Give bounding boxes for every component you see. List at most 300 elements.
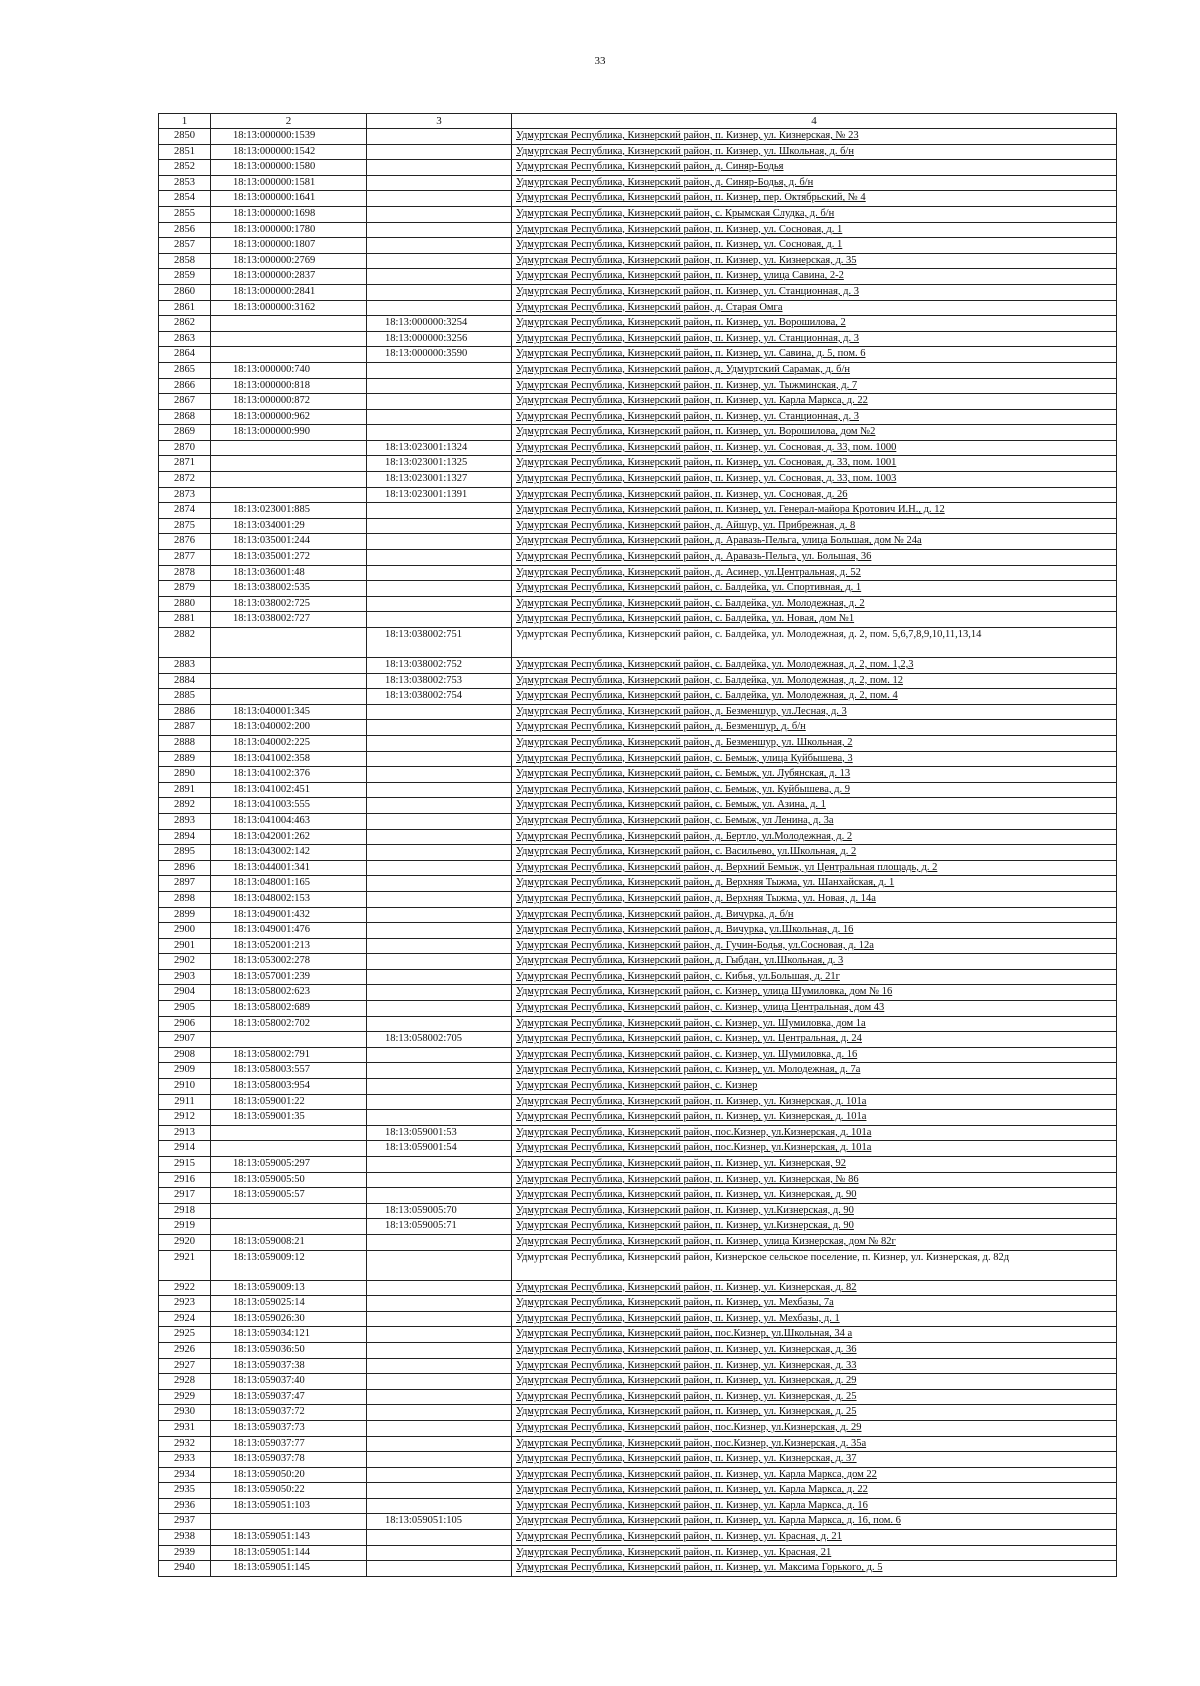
cadastral-number-cell: 18:13:000000:2841 [211,284,367,300]
cadastral-number-cell: 18:13:036001:48 [211,565,367,581]
building-cadastral-number-cell [367,907,512,923]
cadastral-number-cell [211,456,367,472]
cadastral-number-cell: 18:13:049001:476 [211,923,367,939]
table-row [159,1001,1117,1017]
address-cell: Удмуртская Республика, Кизнерский район, п. Кизнер, ул. Кизнерская, д. 36 [512,1342,1117,1358]
building-cadastral-number-cell: 18:13:038002:751 [367,628,512,658]
table-row [159,425,1117,441]
row-number-cell: 2923 [159,1296,211,1312]
row-number-cell: 2850 [159,129,211,145]
table-row [159,472,1117,488]
building-cadastral-number-cell: 18:13:023001:1327 [367,472,512,488]
cadastral-number-cell: 18:13:000000:1581 [211,175,367,191]
row-number-cell: 2889 [159,751,211,767]
building-cadastral-number-cell [367,1047,512,1063]
table-row [159,1327,1117,1343]
building-cadastral-number-cell [367,1420,512,1436]
row-number-cell: 2933 [159,1452,211,1468]
address-cell: Удмуртская Республика, Кизнерский район, пос.Кизнер, ул.Кизнерская, д. 29 [512,1420,1117,1436]
cadastral-number-cell: 18:13:058002:689 [211,1001,367,1017]
row-number-cell: 2917 [159,1188,211,1204]
table-row [159,1296,1117,1312]
building-cadastral-number-cell [367,238,512,254]
building-cadastral-number-cell [367,954,512,970]
building-cadastral-number-cell [367,923,512,939]
building-cadastral-number-cell [367,985,512,1001]
cadastral-number-cell: 18:13:000000:872 [211,394,367,410]
row-number-cell: 2911 [159,1094,211,1110]
address-cell: Удмуртская Республика, Кизнерский район, с. Кизнер, улица Шумиловка, дом № 16 [512,985,1117,1001]
address-cell: Удмуртская Республика, Кизнерский район, д. Удмуртский Сарамак, д. б/н [512,362,1117,378]
cadastral-number-cell: 18:13:000000:1807 [211,238,367,254]
building-cadastral-number-cell [367,534,512,550]
address-cell: Удмуртская Республика, Кизнерский район, п. Кизнер, ул. Кизнерская, 92 [512,1157,1117,1173]
row-number-cell: 2864 [159,347,211,363]
cadastral-number-cell [211,487,367,503]
building-cadastral-number-cell [367,1498,512,1514]
address-cell: Удмуртская Республика, Кизнерский район, с. Кибья, ул.Большая, д. 21г [512,969,1117,985]
table-row [159,238,1117,254]
cadastral-number-cell: 18:13:059001:22 [211,1094,367,1110]
row-number-cell: 2855 [159,206,211,222]
building-cadastral-number-cell [367,1389,512,1405]
table-row [159,440,1117,456]
cadastral-number-cell: 18:13:059009:12 [211,1250,367,1280]
building-cadastral-number-cell: 18:13:059005:71 [367,1219,512,1235]
cadastral-number-cell: 18:13:059001:35 [211,1110,367,1126]
cadastral-number-cell: 18:13:000000:2769 [211,253,367,269]
table-row [159,1079,1117,1095]
row-number-cell: 2876 [159,534,211,550]
address-cell: Удмуртская Республика, Кизнерский район, д. Верхняя Тыжма, ул. Шанхайская, д. 1 [512,876,1117,892]
cadastral-number-cell: 18:13:035001:244 [211,534,367,550]
row-number-cell: 2851 [159,144,211,160]
row-number-cell: 2937 [159,1514,211,1530]
building-cadastral-number-cell [367,1172,512,1188]
row-number-cell: 2924 [159,1311,211,1327]
table-row [159,518,1117,534]
row-number-cell: 2902 [159,954,211,970]
cadastral-number-cell: 18:13:059036:50 [211,1342,367,1358]
cadastral-number-cell [211,347,367,363]
cadastral-number-cell: 18:13:059050:22 [211,1483,367,1499]
row-number-cell: 2879 [159,581,211,597]
building-cadastral-number-cell [367,1530,512,1546]
cadastral-number-cell: 18:13:059005:57 [211,1188,367,1204]
row-number-cell: 2857 [159,238,211,254]
cadastral-number-cell: 18:13:034001:29 [211,518,367,534]
table-row [159,845,1117,861]
row-number-cell: 2916 [159,1172,211,1188]
building-cadastral-number-cell: 18:13:000000:3254 [367,316,512,332]
address-cell: Удмуртская Республика, Кизнерский район, п. Кизнер, ул. Сосновая, д. 26 [512,487,1117,503]
cadastral-number-cell [211,472,367,488]
address-cell: Удмуртская Республика, Кизнерский район, с. Бемыж, ул Ленина, д. 3а [512,813,1117,829]
building-cadastral-number-cell [367,1405,512,1421]
building-cadastral-number-cell [367,1545,512,1561]
cadastral-number-cell: 18:13:038002:535 [211,581,367,597]
table-row [159,331,1117,347]
table-row [159,1436,1117,1452]
property-register-table [158,113,1117,1577]
building-cadastral-number-cell [367,596,512,612]
row-number-cell: 2853 [159,175,211,191]
table-row [159,704,1117,720]
table-row [159,1234,1117,1250]
cadastral-number-cell: 18:13:059005:50 [211,1172,367,1188]
address-cell: Удмуртская Республика, Кизнерский район, д. Верхняя Тыжма, ул. Новая, д. 14а [512,891,1117,907]
cadastral-number-cell: 18:13:059009:13 [211,1280,367,1296]
building-cadastral-number-cell [367,269,512,285]
building-cadastral-number-cell [367,425,512,441]
cadastral-number-cell: 18:13:038002:727 [211,612,367,628]
table-row [159,409,1117,425]
row-number-cell: 2862 [159,316,211,332]
cadastral-number-cell: 18:13:000000:3162 [211,300,367,316]
address-cell: Удмуртская Республика, Кизнерский район, д. Асинер, ул.Центральная, д. 52 [512,565,1117,581]
row-number-cell: 2919 [159,1219,211,1235]
row-number-cell: 2865 [159,362,211,378]
table-row [159,969,1117,985]
address-cell: Удмуртская Республика, Кизнерский район, п. Кизнер, ул.Кизнерская, д. 90 [512,1203,1117,1219]
address-cell: Удмуртская Республика, Кизнерский район, д. Верхний Бемыж, ул Центральная площадь, д. 2 [512,860,1117,876]
cadastral-number-cell: 18:13:059051:143 [211,1530,367,1546]
building-cadastral-number-cell [367,845,512,861]
table-row [159,891,1117,907]
building-cadastral-number-cell [367,144,512,160]
building-cadastral-number-cell [367,1342,512,1358]
building-cadastral-number-cell [367,1452,512,1468]
building-cadastral-number-cell: 18:13:023001:1325 [367,456,512,472]
building-cadastral-number-cell [367,1280,512,1296]
address-cell: Удмуртская Республика, Кизнерский район, п. Кизнер, ул. Сосновая, д. 1 [512,238,1117,254]
row-number-cell: 2884 [159,673,211,689]
row-number-cell: 2895 [159,845,211,861]
address-cell: Удмуртская Республика, Кизнерский район, п. Кизнер, ул. Карла Маркса, д. 22 [512,394,1117,410]
row-number-cell: 2914 [159,1141,211,1157]
cadastral-number-cell: 18:13:059051:144 [211,1545,367,1561]
row-number-cell: 2861 [159,300,211,316]
row-number-cell: 2900 [159,923,211,939]
table-row [159,347,1117,363]
row-number-cell: 2892 [159,798,211,814]
address-cell: Удмуртская Республика, Кизнерский район, п. Кизнер, улица Савина, 2-2 [512,269,1117,285]
row-number-cell: 2885 [159,689,211,705]
table-row [159,175,1117,191]
row-number-cell: 2878 [159,565,211,581]
address-cell: Удмуртская Республика, Кизнерский район, с. Бемыж, улица Куйбышева, 3 [512,751,1117,767]
building-cadastral-number-cell: 18:13:059005:70 [367,1203,512,1219]
building-cadastral-number-cell [367,1296,512,1312]
address-cell: Удмуртская Республика, Кизнерский район, п. Кизнер, улица Кизнерская, дом № 82г [512,1234,1117,1250]
address-cell: Удмуртская Республика, Кизнерский район, с. Бемыж, ул. Куйбышева, д. 9 [512,782,1117,798]
cadastral-number-cell: 18:13:058003:557 [211,1063,367,1079]
address-cell: Удмуртская Республика, Кизнерский район, п. Кизнер, ул. Ворошилова, 2 [512,316,1117,332]
address-cell: Удмуртская Республика, Кизнерский район, п. Кизнер, ул. Сосновая, д. 33, пом. 1003 [512,472,1117,488]
address-cell: Удмуртская Республика, Кизнерский район, с. Балдейка, ул. Молодежная, д. 2, пом. 12 [512,673,1117,689]
table-row [159,1125,1117,1141]
page-number: 33 [594,55,606,67]
row-number-cell: 2909 [159,1063,211,1079]
table-row [159,1203,1117,1219]
cadastral-number-cell: 18:13:059037:40 [211,1374,367,1390]
building-cadastral-number-cell [367,503,512,519]
cadastral-number-cell: 18:13:000000:1539 [211,129,367,145]
building-cadastral-number-cell [367,378,512,394]
building-cadastral-number-cell: 18:13:023001:1324 [367,440,512,456]
building-cadastral-number-cell [367,1374,512,1390]
cadastral-number-cell [211,331,367,347]
building-cadastral-number-cell [367,751,512,767]
address-cell: Удмуртская Республика, Кизнерский район, с. Кизнер, ул. Центральная, д. 24 [512,1032,1117,1048]
row-number-cell: 2922 [159,1280,211,1296]
address-cell: Удмуртская Республика, Кизнерский район, д. Безменшур, ул. Школьная, 2 [512,735,1117,751]
building-cadastral-number-cell [367,253,512,269]
row-number-cell: 2856 [159,222,211,238]
row-number-cell: 2912 [159,1110,211,1126]
cadastral-number-cell: 18:13:000000:1641 [211,191,367,207]
row-number-cell: 2908 [159,1047,211,1063]
cadastral-number-cell [211,1125,367,1141]
row-number-cell: 2930 [159,1405,211,1421]
address-cell: Удмуртская Республика, Кизнерский район, д. Гучин-Бодья, ул.Сосновая, д. 12а [512,938,1117,954]
building-cadastral-number-cell [367,829,512,845]
table-row [159,658,1117,674]
cadastral-number-cell: 18:13:040001:345 [211,704,367,720]
building-cadastral-number-cell: 18:13:023001:1391 [367,487,512,503]
address-cell: Удмуртская Республика, Кизнерский район, с. Кизнер, ул. Шумиловка, д. 16 [512,1047,1117,1063]
address-cell: Удмуртская Республика, Кизнерский район, п. Кизнер, ул. Кизнерская, д. 101а [512,1094,1117,1110]
address-cell: Удмуртская Республика, Кизнерский район, п. Кизнер, ул. Кизнерская, д. 25 [512,1389,1117,1405]
cadastral-number-cell: 18:13:000000:818 [211,378,367,394]
table-body [159,129,1117,1577]
address-cell: Удмуртская Республика, Кизнерский район, д. Вичурка, ул.Школьная, д. 16 [512,923,1117,939]
cadastral-number-cell: 18:13:044001:341 [211,860,367,876]
table-header-row [159,114,1117,129]
table-row [159,1545,1117,1561]
building-cadastral-number-cell [367,206,512,222]
building-cadastral-number-cell [367,1483,512,1499]
table-row [159,1219,1117,1235]
row-number-cell: 2883 [159,658,211,674]
building-cadastral-number-cell [367,362,512,378]
table-row [159,954,1117,970]
row-number-cell: 2872 [159,472,211,488]
row-number-cell: 2871 [159,456,211,472]
table-row [159,923,1117,939]
row-number-cell: 2860 [159,284,211,300]
cadastral-number-cell [211,658,367,674]
cadastral-number-cell: 18:13:000000:1698 [211,206,367,222]
table-row [159,456,1117,472]
address-cell: Удмуртская Республика, Кизнерский район, п. Кизнер, ул. Тыжминская, д. 7 [512,378,1117,394]
address-cell: Удмуртская Республика, Кизнерский район, п. Кизнер, ул. Сосновая, д. 1 [512,222,1117,238]
table-row [159,1094,1117,1110]
table-row [159,284,1117,300]
address-cell: Удмуртская Республика, Кизнерский район, пос.Кизнер, ул.Кизнерская, д. 101а [512,1125,1117,1141]
building-cadastral-number-cell: 18:13:000000:3590 [367,347,512,363]
cadastral-number-cell: 18:13:059051:103 [211,1498,367,1514]
cadastral-number-cell [211,1032,367,1048]
row-number-cell: 2929 [159,1389,211,1405]
cadastral-number-cell: 18:13:041002:358 [211,751,367,767]
table-row [159,394,1117,410]
address-cell: Удмуртская Республика, Кизнерский район, п. Кизнер, ул. Станционная, д. 3 [512,331,1117,347]
address-cell: Удмуртская Республика, Кизнерский район, п. Кизнер, ул. Станционная, д. 3 [512,284,1117,300]
row-number-cell: 2898 [159,891,211,907]
address-cell: Удмуртская Республика, Кизнерский район, п. Кизнер, ул. Кизнерская, д. 101а [512,1110,1117,1126]
address-cell: Удмуртская Республика, Кизнерский район, п. Кизнер, ул. Карла Маркса, д. 16 [512,1498,1117,1514]
table-row [159,767,1117,783]
table-row [159,798,1117,814]
table-row [159,938,1117,954]
cadastral-number-cell: 18:13:059037:77 [211,1436,367,1452]
building-cadastral-number-cell [367,798,512,814]
address-cell: Удмуртская Республика, Кизнерский район, п. Кизнер, ул. Школьная, д. б/н [512,144,1117,160]
building-cadastral-number-cell [367,1188,512,1204]
cadastral-number-cell: 18:13:059037:38 [211,1358,367,1374]
cadastral-number-cell: 18:13:059037:47 [211,1389,367,1405]
row-number-cell: 2867 [159,394,211,410]
table-row [159,1561,1117,1577]
cadastral-number-cell: 18:13:059026:30 [211,1311,367,1327]
building-cadastral-number-cell [367,1327,512,1343]
address-cell: Удмуртская Республика, Кизнерский район, п. Кизнер, ул. Кизнерская, № 86 [512,1172,1117,1188]
building-cadastral-number-cell [367,612,512,628]
address-cell: Удмуртская Республика, Кизнерский район, д. Аравазь-Пельга, ул. Большая, 36 [512,550,1117,566]
table-row [159,782,1117,798]
table-row [159,1405,1117,1421]
row-number-cell: 2897 [159,876,211,892]
building-cadastral-number-cell [367,1234,512,1250]
cadastral-number-cell [211,673,367,689]
building-cadastral-number-cell [367,394,512,410]
building-cadastral-number-cell [367,284,512,300]
address-cell: Удмуртская Республика, Кизнерский район, п. Кизнер, ул. Кизнерская, № 23 [512,129,1117,145]
row-number-cell: 2918 [159,1203,211,1219]
building-cadastral-number-cell [367,1467,512,1483]
address-cell: Удмуртская Республика, Кизнерский район, п. Кизнер, ул. Кизнерская, д. 33 [512,1358,1117,1374]
row-number-cell: 2906 [159,1016,211,1032]
table-row [159,1280,1117,1296]
building-cadastral-number-cell [367,175,512,191]
table-row [159,1047,1117,1063]
table-row [159,751,1117,767]
column-header-1: 1 [159,114,211,129]
table-row [159,129,1117,145]
building-cadastral-number-cell [367,1094,512,1110]
table-row [159,378,1117,394]
address-cell: Удмуртская Республика, Кизнерский район, д. Айшур, ул. Прибрежная, д. 8 [512,518,1117,534]
building-cadastral-number-cell [367,767,512,783]
cadastral-number-cell: 18:13:000000:1542 [211,144,367,160]
row-number-cell: 2858 [159,253,211,269]
cadastral-number-cell: 18:13:041003:555 [211,798,367,814]
row-number-cell: 2891 [159,782,211,798]
address-cell: Удмуртская Республика, Кизнерский район, с. Бемыж, ул. Азина, д. 1 [512,798,1117,814]
row-number-cell: 2940 [159,1561,211,1577]
building-cadastral-number-cell [367,1157,512,1173]
cadastral-number-cell [211,440,367,456]
address-cell: Удмуртская Республика, Кизнерский район, п. Кизнер, ул. Савина, д. 5, пом. 6 [512,347,1117,363]
address-cell: Удмуртская Республика, Кизнерский район, п. Кизнер, пер. Октябрьский, № 4 [512,191,1117,207]
address-cell: Удмуртская Республика, Кизнерский район, д. Старая Омга [512,300,1117,316]
cadastral-number-cell [211,316,367,332]
row-number-cell: 2901 [159,938,211,954]
cadastral-number-cell: 18:13:048002:153 [211,891,367,907]
row-number-cell: 2896 [159,860,211,876]
cadastral-number-cell: 18:13:059037:73 [211,1420,367,1436]
row-number-cell: 2932 [159,1436,211,1452]
address-cell: Удмуртская Республика, Кизнерский район, д. Безменшур, д. б/н [512,720,1117,736]
row-number-cell: 2904 [159,985,211,1001]
address-cell: Удмуртская Республика, Кизнерский район, с. Кизнер, ул. Молодежная, д. 7а [512,1063,1117,1079]
address-cell: Удмуртская Республика, Кизнерский район, д. Аравазь-Пельга, улица Большая, дом № 24а [512,534,1117,550]
address-cell: Удмуртская Республика, Кизнерский район, п. Кизнер, ул. Мехбазы, д. 1 [512,1311,1117,1327]
row-number-cell: 2877 [159,550,211,566]
building-cadastral-number-cell [367,1016,512,1032]
building-cadastral-number-cell: 18:13:059001:54 [367,1141,512,1157]
building-cadastral-number-cell [367,704,512,720]
table-row [159,1483,1117,1499]
building-cadastral-number-cell [367,1079,512,1095]
building-cadastral-number-cell [367,1358,512,1374]
row-number-cell: 2935 [159,1483,211,1499]
address-cell: Удмуртская Республика, Кизнерский район, п. Кизнер, ул. Кизнерская, д. 25 [512,1405,1117,1421]
table-row [159,1530,1117,1546]
address-cell: Удмуртская Республика, Кизнерский район, д. Синяр-Бодья [512,160,1117,176]
cadastral-number-cell: 18:13:000000:2837 [211,269,367,285]
address-cell: Удмуртская Республика, Кизнерский район, п. Кизнер, ул. Карла Маркса, д. 22 [512,1483,1117,1499]
table-row [159,1311,1117,1327]
table-row [159,985,1117,1001]
cadastral-number-cell: 18:13:058002:623 [211,985,367,1001]
address-cell: Удмуртская Республика, Кизнерский район, д. Безменшур, ул.Лесная, д. 3 [512,704,1117,720]
address-cell: Удмуртская Республика, Кизнерский район, Кизнерское сельское поселение, п. Кизнер, ул. Кизнерская, д. 82д [512,1250,1117,1280]
building-cadastral-number-cell [367,1311,512,1327]
row-number-cell: 2928 [159,1374,211,1390]
address-cell: Удмуртская Республика, Кизнерский район, п. Кизнер, ул.Кизнерская, д. 90 [512,1219,1117,1235]
address-cell: Удмуртская Республика, Кизнерский район, с. Балдейка, ул. Новая, дом №1 [512,612,1117,628]
building-cadastral-number-cell [367,1063,512,1079]
row-number-cell: 2910 [159,1079,211,1095]
table-row [159,253,1117,269]
building-cadastral-number-cell: 18:13:038002:752 [367,658,512,674]
address-cell: Удмуртская Республика, Кизнерский район, с. Кизнер, ул. Шумиловка, дом 1а [512,1016,1117,1032]
building-cadastral-number-cell [367,813,512,829]
building-cadastral-number-cell: 18:13:038002:754 [367,689,512,705]
building-cadastral-number-cell [367,876,512,892]
cadastral-number-cell: 18:13:059037:78 [211,1452,367,1468]
address-cell: Удмуртская Республика, Кизнерский район, с. Кизнер, улица Центральная, дом 43 [512,1001,1117,1017]
building-cadastral-number-cell [367,565,512,581]
address-cell: Удмуртская Республика, Кизнерский район, п. Кизнер, ул. Карла Маркса, д. 16, пом. 6 [512,1514,1117,1530]
address-cell: Удмуртская Республика, Кизнерский район, с. Крымская Слудка, д. б/н [512,206,1117,222]
table-row [159,1514,1117,1530]
row-number-cell: 2921 [159,1250,211,1280]
cadastral-number-cell [211,1141,367,1157]
address-cell: Удмуртская Республика, Кизнерский район, п. Кизнер, ул. Красная, д. 21 [512,1530,1117,1546]
building-cadastral-number-cell [367,938,512,954]
table-row [159,1032,1117,1048]
address-cell: Удмуртская Республика, Кизнерский район, с. Балдейка, ул. Молодежная, д. 2, пом. 1,2,3 [512,658,1117,674]
address-cell: Удмуртская Республика, Кизнерский район, п. Кизнер, ул. Ворошилова, дом №2 [512,425,1117,441]
address-cell: Удмуртская Республика, Кизнерский район, с. Балдейка, ул. Спортивная, д. 1 [512,581,1117,597]
table-row [159,550,1117,566]
cadastral-number-cell [211,1219,367,1235]
row-number-cell: 2886 [159,704,211,720]
table-row [159,720,1117,736]
